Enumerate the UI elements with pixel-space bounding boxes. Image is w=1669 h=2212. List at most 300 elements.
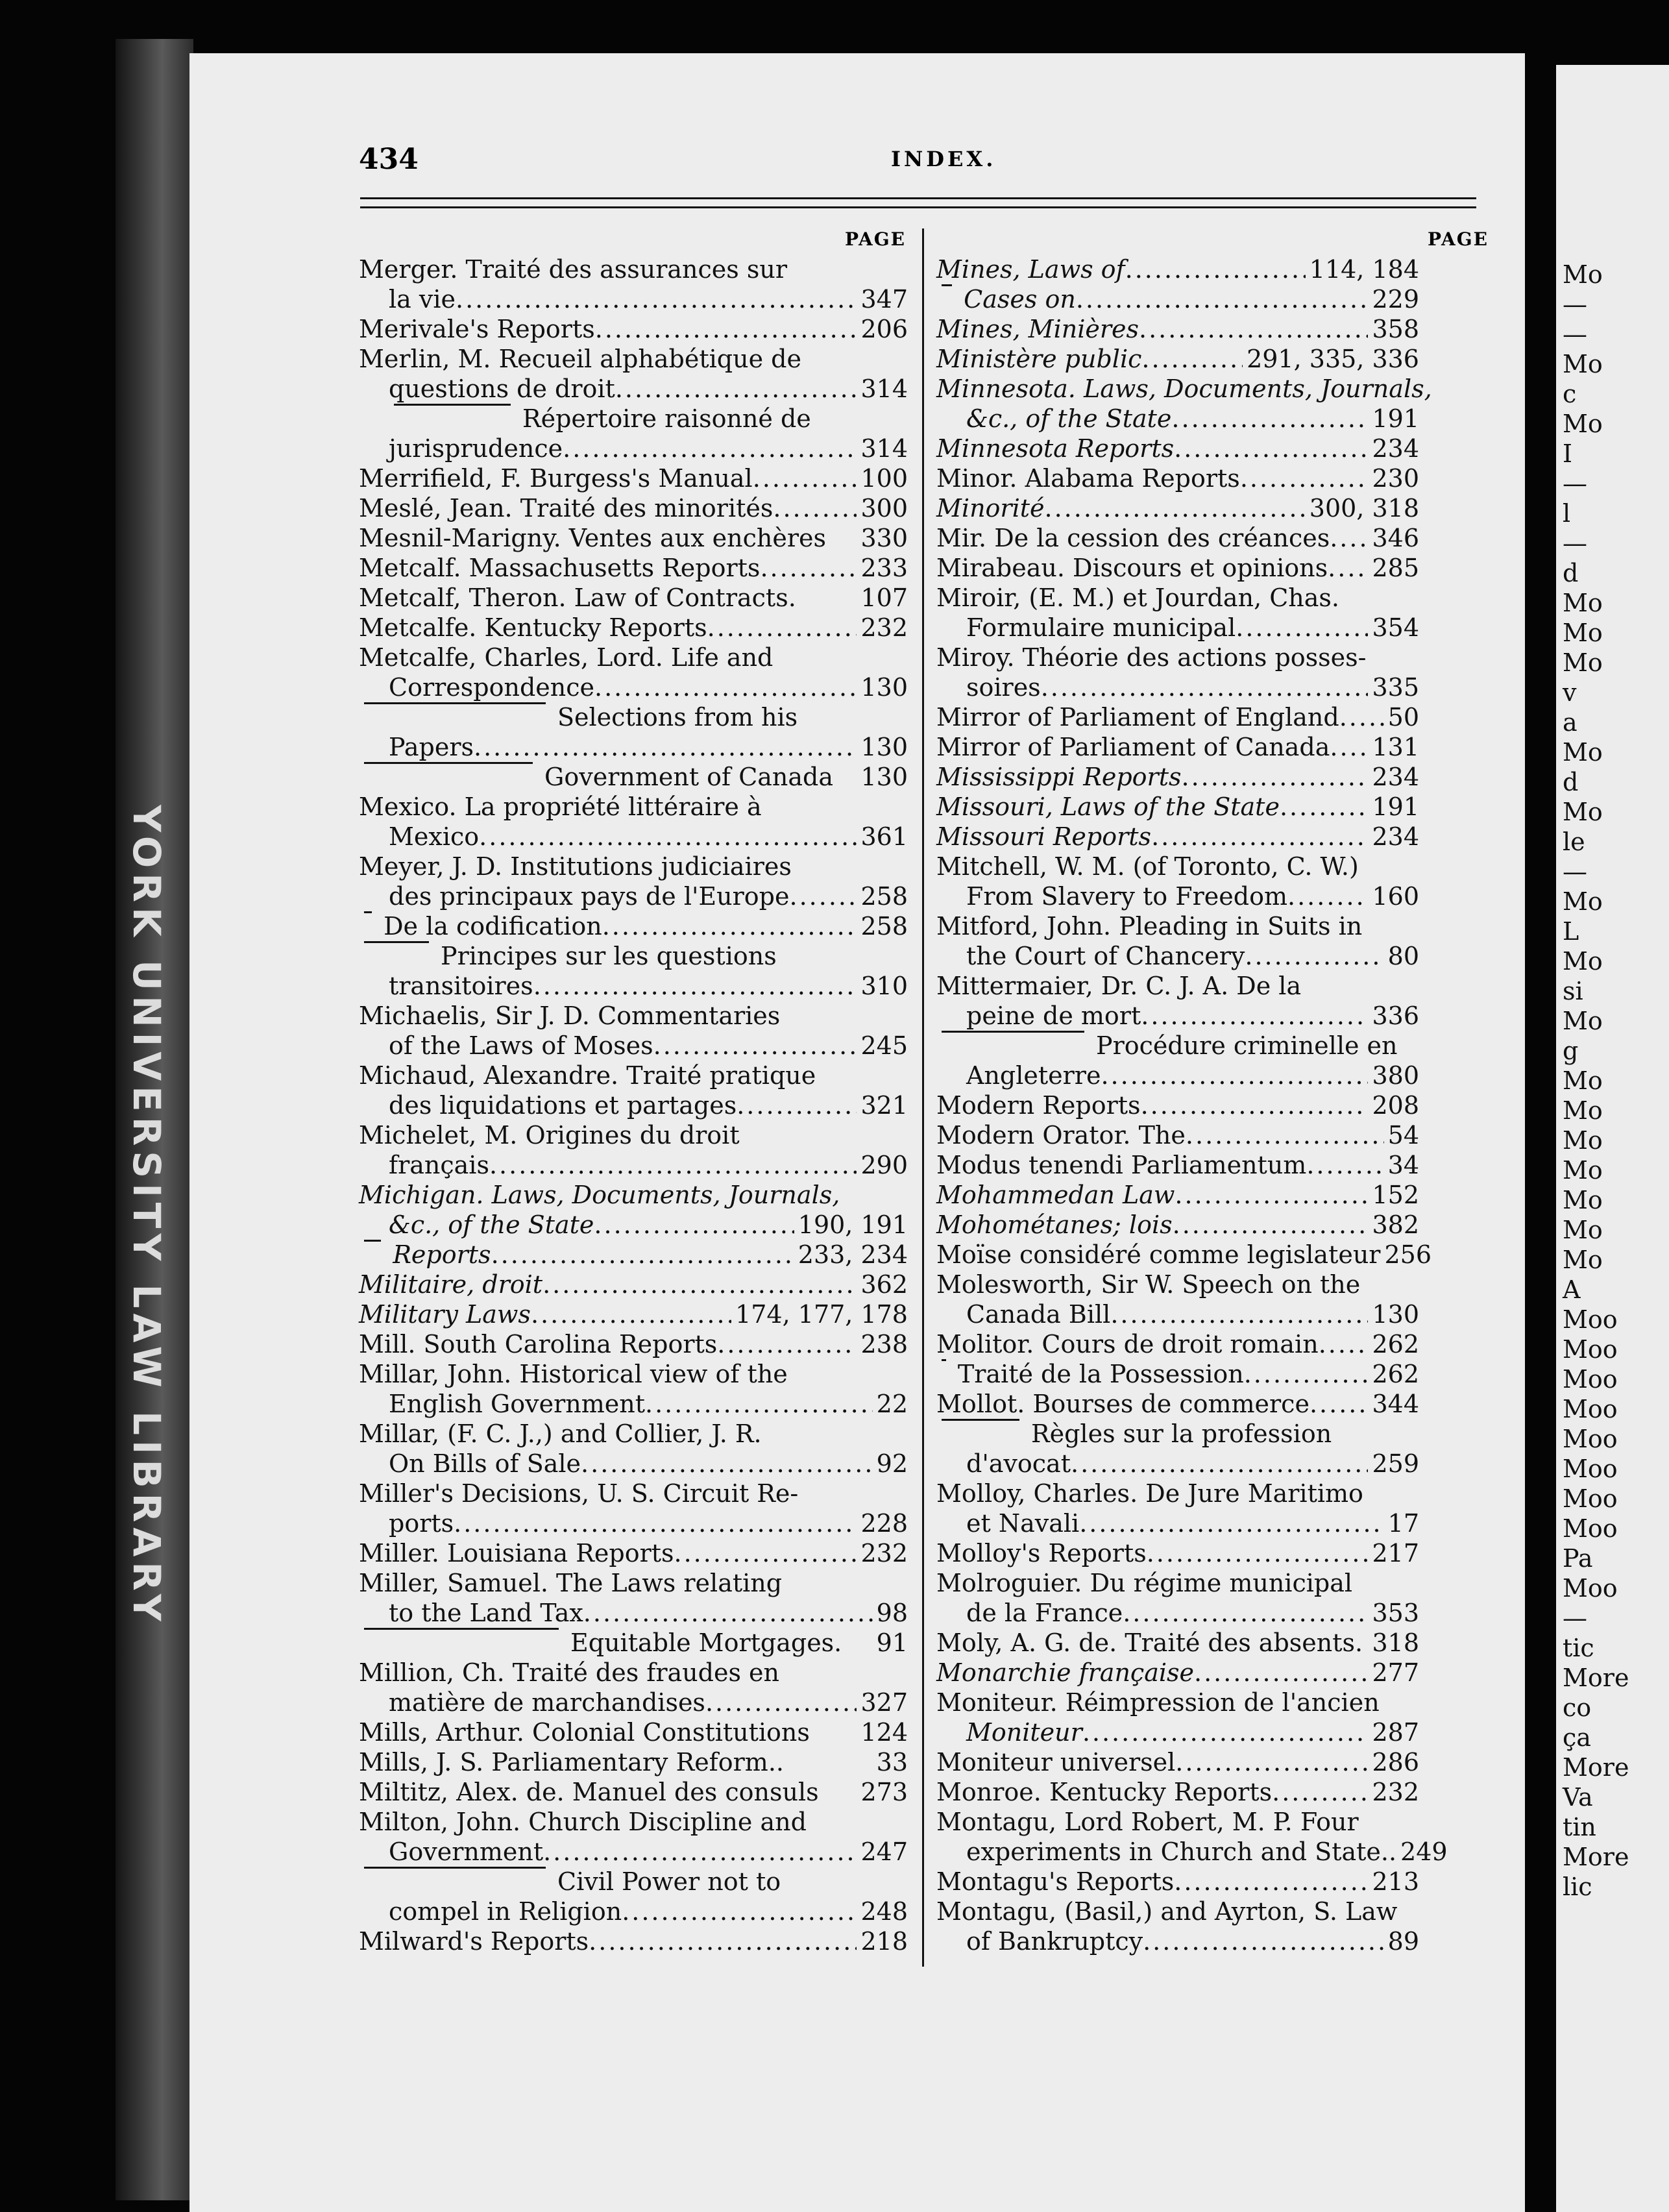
index-entry-text: Milward's Reports	[359, 1927, 589, 1956]
index-line	[936, 314, 1419, 344]
index-entry-page: 91	[876, 1628, 908, 1657]
index-line	[359, 314, 908, 344]
leader-dots	[1319, 1329, 1369, 1359]
leader-dots	[1182, 762, 1369, 792]
next-page-fragment: Moo	[1563, 1514, 1618, 1543]
index-line	[359, 792, 908, 822]
next-page-fragment: Mo	[1563, 619, 1603, 647]
index-entry-page: 291, 335, 336	[1247, 345, 1419, 373]
index-entry-page: 258	[860, 912, 908, 940]
index-entry-page: 248	[860, 1897, 908, 1926]
leader-dots	[1330, 523, 1368, 553]
next-page-fragment: Mo	[1563, 260, 1603, 289]
index-line	[936, 762, 1419, 792]
next-page-fragment: co	[1563, 1693, 1592, 1722]
index-line	[936, 1270, 1419, 1299]
next-page-fragment: Moo	[1563, 1335, 1618, 1364]
index-entry-text: Mohammedan Law	[936, 1181, 1175, 1209]
index-entry-page: 228	[860, 1509, 908, 1538]
index-entry-page: 314	[860, 375, 908, 403]
leader-dots	[1272, 1777, 1368, 1807]
index-entry-page: 286	[1372, 1748, 1419, 1776]
index-entry-text: Mexico	[389, 822, 480, 851]
header-rule-bottom	[360, 206, 1476, 208]
index-entry-page: 249	[1400, 1837, 1448, 1866]
leader-dots	[1287, 881, 1368, 911]
index-entry-page: 262	[1372, 1360, 1419, 1388]
index-entry-text: Mills, Arthur. Colonial Constitutions	[359, 1718, 810, 1747]
index-line	[936, 1150, 1419, 1180]
index-line	[936, 732, 1419, 762]
index-line	[936, 1926, 1419, 1956]
index-entry-text: Merivale's Reports	[359, 315, 595, 343]
index-entry-page: 232	[860, 613, 908, 642]
next-page-fragment: Mo	[1563, 410, 1603, 438]
next-page-fragment: More	[1563, 1664, 1629, 1692]
index-entry-page: 130	[860, 673, 908, 702]
index-line	[936, 911, 1419, 941]
leader-dots	[1110, 1299, 1368, 1329]
index-entry-page: 124	[860, 1718, 908, 1747]
next-page-fragment: —	[1563, 469, 1587, 498]
index-entry-text: Miltitz, Alex. de. Manuel des consuls	[359, 1778, 819, 1806]
index-entry-text: Molroguier. Du régime municipal	[936, 1569, 1353, 1597]
index-entry-page: 335	[1372, 673, 1419, 702]
next-page-fragment: Mo	[1563, 1186, 1603, 1214]
index-line	[359, 1180, 908, 1210]
index-entry-text: Molesworth, Sir W. Speech on the	[936, 1270, 1361, 1299]
index-line	[936, 643, 1419, 672]
leader-dots	[1174, 434, 1368, 463]
index-entry-text: Monroe. Kentucky Reports	[936, 1778, 1273, 1806]
leader-dots	[543, 1837, 857, 1867]
leader-dots	[760, 553, 857, 583]
index-entry-text: Selections from his	[557, 703, 798, 731]
index-entry-text: Mohométanes; lois	[936, 1210, 1173, 1239]
index-line	[359, 1031, 908, 1061]
index-entry-text: Montagu, Lord Robert, M. P. Four	[936, 1808, 1359, 1836]
index-line	[936, 941, 1419, 971]
index-entry-text: Minorité	[936, 494, 1045, 522]
index-entry-page: 258	[860, 882, 908, 911]
index-entry-text: Ministère public	[936, 345, 1142, 373]
index-entry-text: Mills, J. S. Parliamentary Reform..	[359, 1748, 784, 1776]
index-line	[359, 941, 908, 971]
index-entry-page: 234	[1372, 763, 1419, 791]
index-entry-text: Milton, John. Church Discipline and	[359, 1808, 807, 1836]
index-entry-text: Minnesota Reports	[936, 434, 1175, 463]
leader-dots	[542, 1270, 857, 1299]
leader-dots	[489, 1150, 857, 1180]
leader-dots	[1123, 1598, 1368, 1628]
leader-dots	[773, 493, 857, 523]
index-entry-text: de la France	[966, 1599, 1123, 1627]
index-line	[359, 404, 908, 434]
index-entry-page: 50	[1387, 703, 1419, 731]
index-entry-page: 273	[860, 1778, 908, 1806]
left-column-page-label: PAGE	[845, 228, 906, 250]
index-line	[359, 1389, 908, 1419]
next-page-fragment: g	[1563, 1037, 1579, 1065]
index-entry-page: 130	[1372, 1300, 1419, 1329]
leader-dots	[1174, 1867, 1368, 1897]
index-entry-page: 344	[1372, 1390, 1419, 1418]
index-line	[359, 523, 908, 553]
index-entry-text: peine de mort	[966, 1002, 1141, 1030]
leader-dots	[1147, 1538, 1369, 1568]
index-line	[359, 1359, 908, 1389]
index-line	[359, 911, 908, 941]
index-entry-text: questions de droit	[389, 375, 615, 403]
index-entry-text: Canada Bill	[966, 1300, 1111, 1329]
index-line	[936, 792, 1419, 822]
index-line	[359, 1538, 908, 1568]
leader-dots	[1280, 792, 1369, 822]
next-page-fragment: a	[1563, 708, 1578, 737]
next-page-fragment: lic	[1563, 1873, 1592, 1901]
next-page-fragment: —	[1563, 320, 1587, 349]
index-entry-text: Moniteur. Réimpression de l'ancien	[936, 1688, 1380, 1717]
leader-dots	[1082, 1717, 1369, 1747]
index-line	[359, 852, 908, 881]
next-page-fragment: Mo	[1563, 1126, 1603, 1155]
index-line	[359, 762, 908, 792]
index-entry-text: Mirror of Parliament of England	[936, 703, 1339, 731]
index-line	[359, 1329, 908, 1359]
index-line	[359, 493, 908, 523]
next-page-fragment: Mo	[1563, 738, 1603, 767]
index-entry-text: compel in Religion	[389, 1897, 622, 1926]
ditto-dash	[364, 702, 546, 704]
index-entry-text: jurisprudence	[389, 434, 563, 463]
leader-dots	[531, 1299, 731, 1329]
next-page-fragment: Mo	[1563, 798, 1603, 826]
ditto-dash	[942, 1031, 1084, 1033]
index-entry-page: 330	[860, 524, 908, 552]
index-entry-text: Merrifield, F. Burgess's Manual	[359, 464, 753, 493]
right-column-page-label: PAGE	[1428, 228, 1489, 250]
index-entry-text: Mitford, John. Pleading in Suits in	[936, 912, 1363, 940]
next-page-fragment: Moo	[1563, 1365, 1618, 1394]
index-entry-page: 191	[1372, 793, 1419, 821]
index-line	[359, 1628, 908, 1658]
index-entry-text: Moniteur	[966, 1718, 1082, 1747]
index-line	[936, 1837, 1448, 1867]
index-entry-page: 34	[1387, 1151, 1419, 1179]
index-line	[359, 1747, 908, 1777]
index-line	[359, 553, 908, 583]
index-line	[936, 881, 1419, 911]
index-entry-page: 354	[1372, 613, 1419, 642]
index-line	[359, 881, 908, 911]
index-line	[936, 404, 1419, 434]
page-number: 434	[359, 143, 419, 176]
index-entry-page: 245	[860, 1031, 908, 1060]
leader-dots	[1330, 732, 1368, 762]
index-entry-page: 218	[860, 1927, 908, 1956]
index-entry-text: français	[389, 1151, 489, 1179]
index-line	[359, 1120, 908, 1150]
index-entry-text: la vie	[389, 285, 456, 313]
index-line	[359, 822, 908, 852]
index-entry-text: Papers	[389, 733, 474, 761]
index-line	[936, 1777, 1419, 1807]
index-entry-text: transitoires	[389, 972, 533, 1000]
index-entry-text: Minor. Alabama Reports	[936, 464, 1240, 493]
next-page-fragment: Moo	[1563, 1455, 1618, 1483]
index-line	[359, 1479, 908, 1508]
index-line	[359, 1508, 908, 1538]
index-entry-page: 190, 191	[798, 1210, 908, 1239]
index-entry-text: On Bills of Sale	[389, 1449, 581, 1478]
index-entry-text: Metcalf. Massachusetts Reports	[359, 554, 761, 582]
index-line	[359, 1419, 908, 1449]
index-line	[936, 1120, 1419, 1150]
ditto-dash	[364, 1240, 381, 1242]
index-line	[359, 1926, 908, 1956]
ditto-dash	[364, 1867, 546, 1869]
spine-label: YORK UNIVERSITY LAW LIBRARY	[125, 805, 169, 1627]
index-entry-page: 234	[1372, 434, 1419, 463]
index-line	[936, 1897, 1419, 1926]
leader-dots	[1240, 463, 1369, 493]
index-line	[936, 1568, 1419, 1598]
leader-dots	[1101, 1061, 1368, 1090]
index-entry-text: Mittermaier, Dr. C. J. A. De la	[936, 972, 1302, 1000]
leader-dots	[1173, 1210, 1369, 1240]
index-entry-text: Répertoire raisonné de	[522, 404, 811, 433]
index-entry-page: 318	[1372, 1628, 1419, 1657]
next-page-fragment: v	[1563, 678, 1577, 707]
next-page-fragment: —	[1563, 290, 1587, 319]
index-entry-page: 191	[1372, 404, 1419, 433]
index-line	[359, 374, 908, 404]
index-entry-page: 259	[1372, 1449, 1419, 1478]
index-entry-text: Montagu's Reports	[936, 1867, 1175, 1896]
leader-dots	[622, 1897, 857, 1926]
index-line	[936, 1867, 1419, 1897]
leader-dots	[1141, 1090, 1369, 1120]
index-line	[936, 1658, 1419, 1688]
leader-dots	[589, 1926, 857, 1956]
index-entry-page: 346	[1372, 524, 1419, 552]
next-page-fragment: Moo	[1563, 1305, 1618, 1334]
index-entry-text: Millar, John. Historical view of the	[359, 1360, 788, 1388]
index-line	[936, 1807, 1419, 1837]
index-line	[936, 1538, 1419, 1568]
index-line	[936, 434, 1419, 463]
index-entry-text: Missouri, Laws of the State	[936, 793, 1280, 821]
next-page-fragment: Mo	[1563, 1007, 1603, 1035]
leader-dots	[1306, 1150, 1383, 1180]
leader-dots	[1310, 1389, 1369, 1419]
left-index-column	[359, 254, 908, 1956]
leader-dots	[615, 374, 857, 404]
index-entry-text: Traité de la Possession	[957, 1360, 1244, 1388]
index-entry-text: Michaelis, Sir J. D. Commentaries	[359, 1002, 781, 1030]
next-page-fragment: Mo	[1563, 947, 1603, 976]
leader-dots	[1125, 254, 1306, 284]
leader-dots	[1328, 553, 1368, 583]
index-line	[359, 1210, 908, 1240]
index-entry-text: experiments in Church and State..	[966, 1837, 1397, 1866]
leader-dots	[1175, 1747, 1368, 1777]
next-page-edge	[1556, 65, 1669, 2212]
leader-dots	[594, 1210, 794, 1240]
next-page-fragment: Mo	[1563, 887, 1603, 916]
index-entry-text: Million, Ch. Traité des fraudes en	[359, 1658, 780, 1687]
next-page-fragment: Pa	[1563, 1544, 1593, 1573]
index-line	[936, 1389, 1419, 1419]
index-entry-page: 100	[860, 464, 908, 493]
index-entry-page: 300	[860, 494, 908, 522]
leader-dots	[753, 463, 857, 493]
index-entry-page: 262	[1372, 1330, 1419, 1358]
index-entry-page: 232	[1372, 1778, 1419, 1806]
leader-dots	[456, 284, 857, 314]
index-entry-page: 213	[1372, 1867, 1419, 1896]
index-entry-text: Mines, Minières	[936, 315, 1139, 343]
index-entry-page: 92	[876, 1449, 908, 1478]
next-page-fragment: Mo	[1563, 1246, 1603, 1274]
index-entry-text: Mir. De la cession des créances	[936, 524, 1330, 552]
index-entry-text: Moly, A. G. de. Traité des absents.	[936, 1628, 1363, 1657]
index-entry-page: 285	[1372, 554, 1419, 582]
leader-dots	[705, 1688, 857, 1717]
leader-dots	[594, 672, 857, 702]
index-line	[936, 1210, 1419, 1240]
leader-dots	[583, 1598, 873, 1628]
index-entry-text: &c., of the State	[966, 404, 1172, 433]
page-header	[359, 143, 1468, 182]
ditto-dash	[364, 941, 429, 943]
next-page-fragment: Mo	[1563, 1156, 1603, 1185]
next-page-fragment: c	[1563, 380, 1577, 408]
leader-dots	[790, 881, 857, 911]
index-entry-text: Molloy, Charles. De Jure Maritimo	[936, 1479, 1363, 1508]
index-entry-page: 130	[860, 733, 908, 761]
next-page-fragment: Moo	[1563, 1574, 1618, 1603]
leader-dots	[563, 434, 857, 463]
index-entry-text: Government	[389, 1837, 544, 1866]
index-entry-text: Metcalfe, Charles, Lord. Life and	[359, 643, 774, 672]
next-page-fragment: A	[1563, 1275, 1581, 1304]
index-entry-page: 89	[1387, 1927, 1419, 1956]
index-entry-text: Cases on	[964, 285, 1076, 313]
leader-dots	[1186, 1120, 1384, 1150]
leader-dots	[474, 732, 857, 762]
index-entry-text: Military Laws	[359, 1300, 531, 1329]
index-entry-page: 382	[1372, 1210, 1419, 1239]
index-line	[936, 1747, 1419, 1777]
index-line	[359, 434, 908, 463]
index-entry-text: Formulaire municipal	[966, 613, 1236, 642]
leader-dots	[674, 1538, 857, 1568]
index-entry-page: 277	[1372, 1658, 1419, 1687]
index-entry-page: 98	[876, 1599, 908, 1627]
leader-dots	[1194, 1658, 1368, 1688]
index-line	[936, 374, 1432, 404]
index-entry-text: Equitable Mortgages.	[570, 1628, 842, 1657]
index-entry-text: Metcalfe. Kentucky Reports	[359, 613, 707, 642]
index-line	[359, 1807, 908, 1837]
next-page-fragment: More	[1563, 1753, 1629, 1782]
next-page-fragment: —	[1563, 529, 1587, 558]
index-entry-text: soires	[966, 673, 1041, 702]
index-line	[936, 254, 1419, 284]
index-line	[936, 1090, 1419, 1120]
index-entry-text: Minnesota. Laws, Documents, Journals,	[936, 375, 1432, 403]
index-entry-text: Michaud, Alexandre. Traité pratique	[359, 1061, 816, 1090]
index-line	[936, 1001, 1419, 1031]
leader-dots	[717, 1329, 857, 1359]
index-entry-page: 314	[860, 434, 908, 463]
index-entry-text: des liquidations et partages	[389, 1091, 737, 1120]
index-line	[359, 583, 908, 613]
index-line	[359, 1299, 908, 1329]
index-line	[359, 672, 908, 702]
leader-dots	[1236, 613, 1368, 643]
index-entry-text: Mollot. Bourses de commerce	[936, 1390, 1310, 1418]
index-entry-page: 321	[860, 1091, 908, 1120]
index-entry-text: et Navali	[966, 1509, 1080, 1538]
index-line	[359, 1897, 908, 1926]
index-entry-text: Meyer, J. D. Institutions judiciaires	[359, 852, 792, 881]
leader-dots	[595, 314, 857, 344]
index-line	[936, 1180, 1419, 1210]
index-entry-text: Miller, Samuel. The Laws relating	[359, 1569, 783, 1597]
index-entry-text: Missouri Reports	[936, 822, 1152, 851]
index-line	[359, 1150, 908, 1180]
index-entry-page: 174, 177, 178	[735, 1300, 908, 1329]
index-entry-page: 22	[876, 1390, 908, 1418]
next-page-fragment: le	[1563, 828, 1585, 856]
index-entry-text: Merger. Traité des assurances sur	[359, 255, 787, 284]
index-entry-page: 233	[860, 554, 908, 582]
index-entry-text: Principes sur les questions	[441, 942, 777, 970]
leader-dots	[1071, 1449, 1368, 1479]
index-entry-page: 353	[1372, 1599, 1419, 1627]
header-rule-top	[360, 197, 1476, 199]
index-entry-text: to the Land Tax	[389, 1599, 583, 1627]
next-page-fragment: Moo	[1563, 1484, 1618, 1513]
index-line	[359, 1717, 908, 1747]
index-line	[936, 1479, 1419, 1508]
index-entry-page: 358	[1372, 315, 1419, 343]
next-page-fragment: si	[1563, 977, 1583, 1005]
index-entry-page: 336	[1372, 1002, 1419, 1030]
next-page-fragment: d	[1563, 768, 1579, 796]
index-entry-text: Mitchell, W. M. (of Toronto, C. W.)	[936, 852, 1359, 881]
index-entry-text: Molloy's Reports	[936, 1539, 1147, 1567]
index-line	[359, 1568, 908, 1598]
next-page-fragment: Moo	[1563, 1425, 1618, 1453]
ditto-dash	[364, 911, 372, 913]
index-line	[359, 284, 908, 314]
index-line	[359, 613, 908, 643]
index-entry-page: 300, 318	[1309, 494, 1419, 522]
index-entry-text: ports	[389, 1509, 454, 1538]
index-entry-page: 114, 184	[1309, 255, 1419, 284]
index-entry-text: Michigan. Laws, Documents, Journals,	[359, 1181, 840, 1209]
index-entry-text: Millar, (F. C. J.,) and Collier, J. R.	[359, 1419, 762, 1448]
index-entry-text: Modus tenendi Parliamentum	[936, 1151, 1307, 1179]
next-page-fragment: tic	[1563, 1634, 1594, 1662]
index-line	[359, 702, 908, 732]
next-page-fragment: tin	[1563, 1813, 1596, 1841]
right-index-column	[936, 254, 1448, 1956]
index-entry-page: 233, 234	[798, 1240, 908, 1269]
